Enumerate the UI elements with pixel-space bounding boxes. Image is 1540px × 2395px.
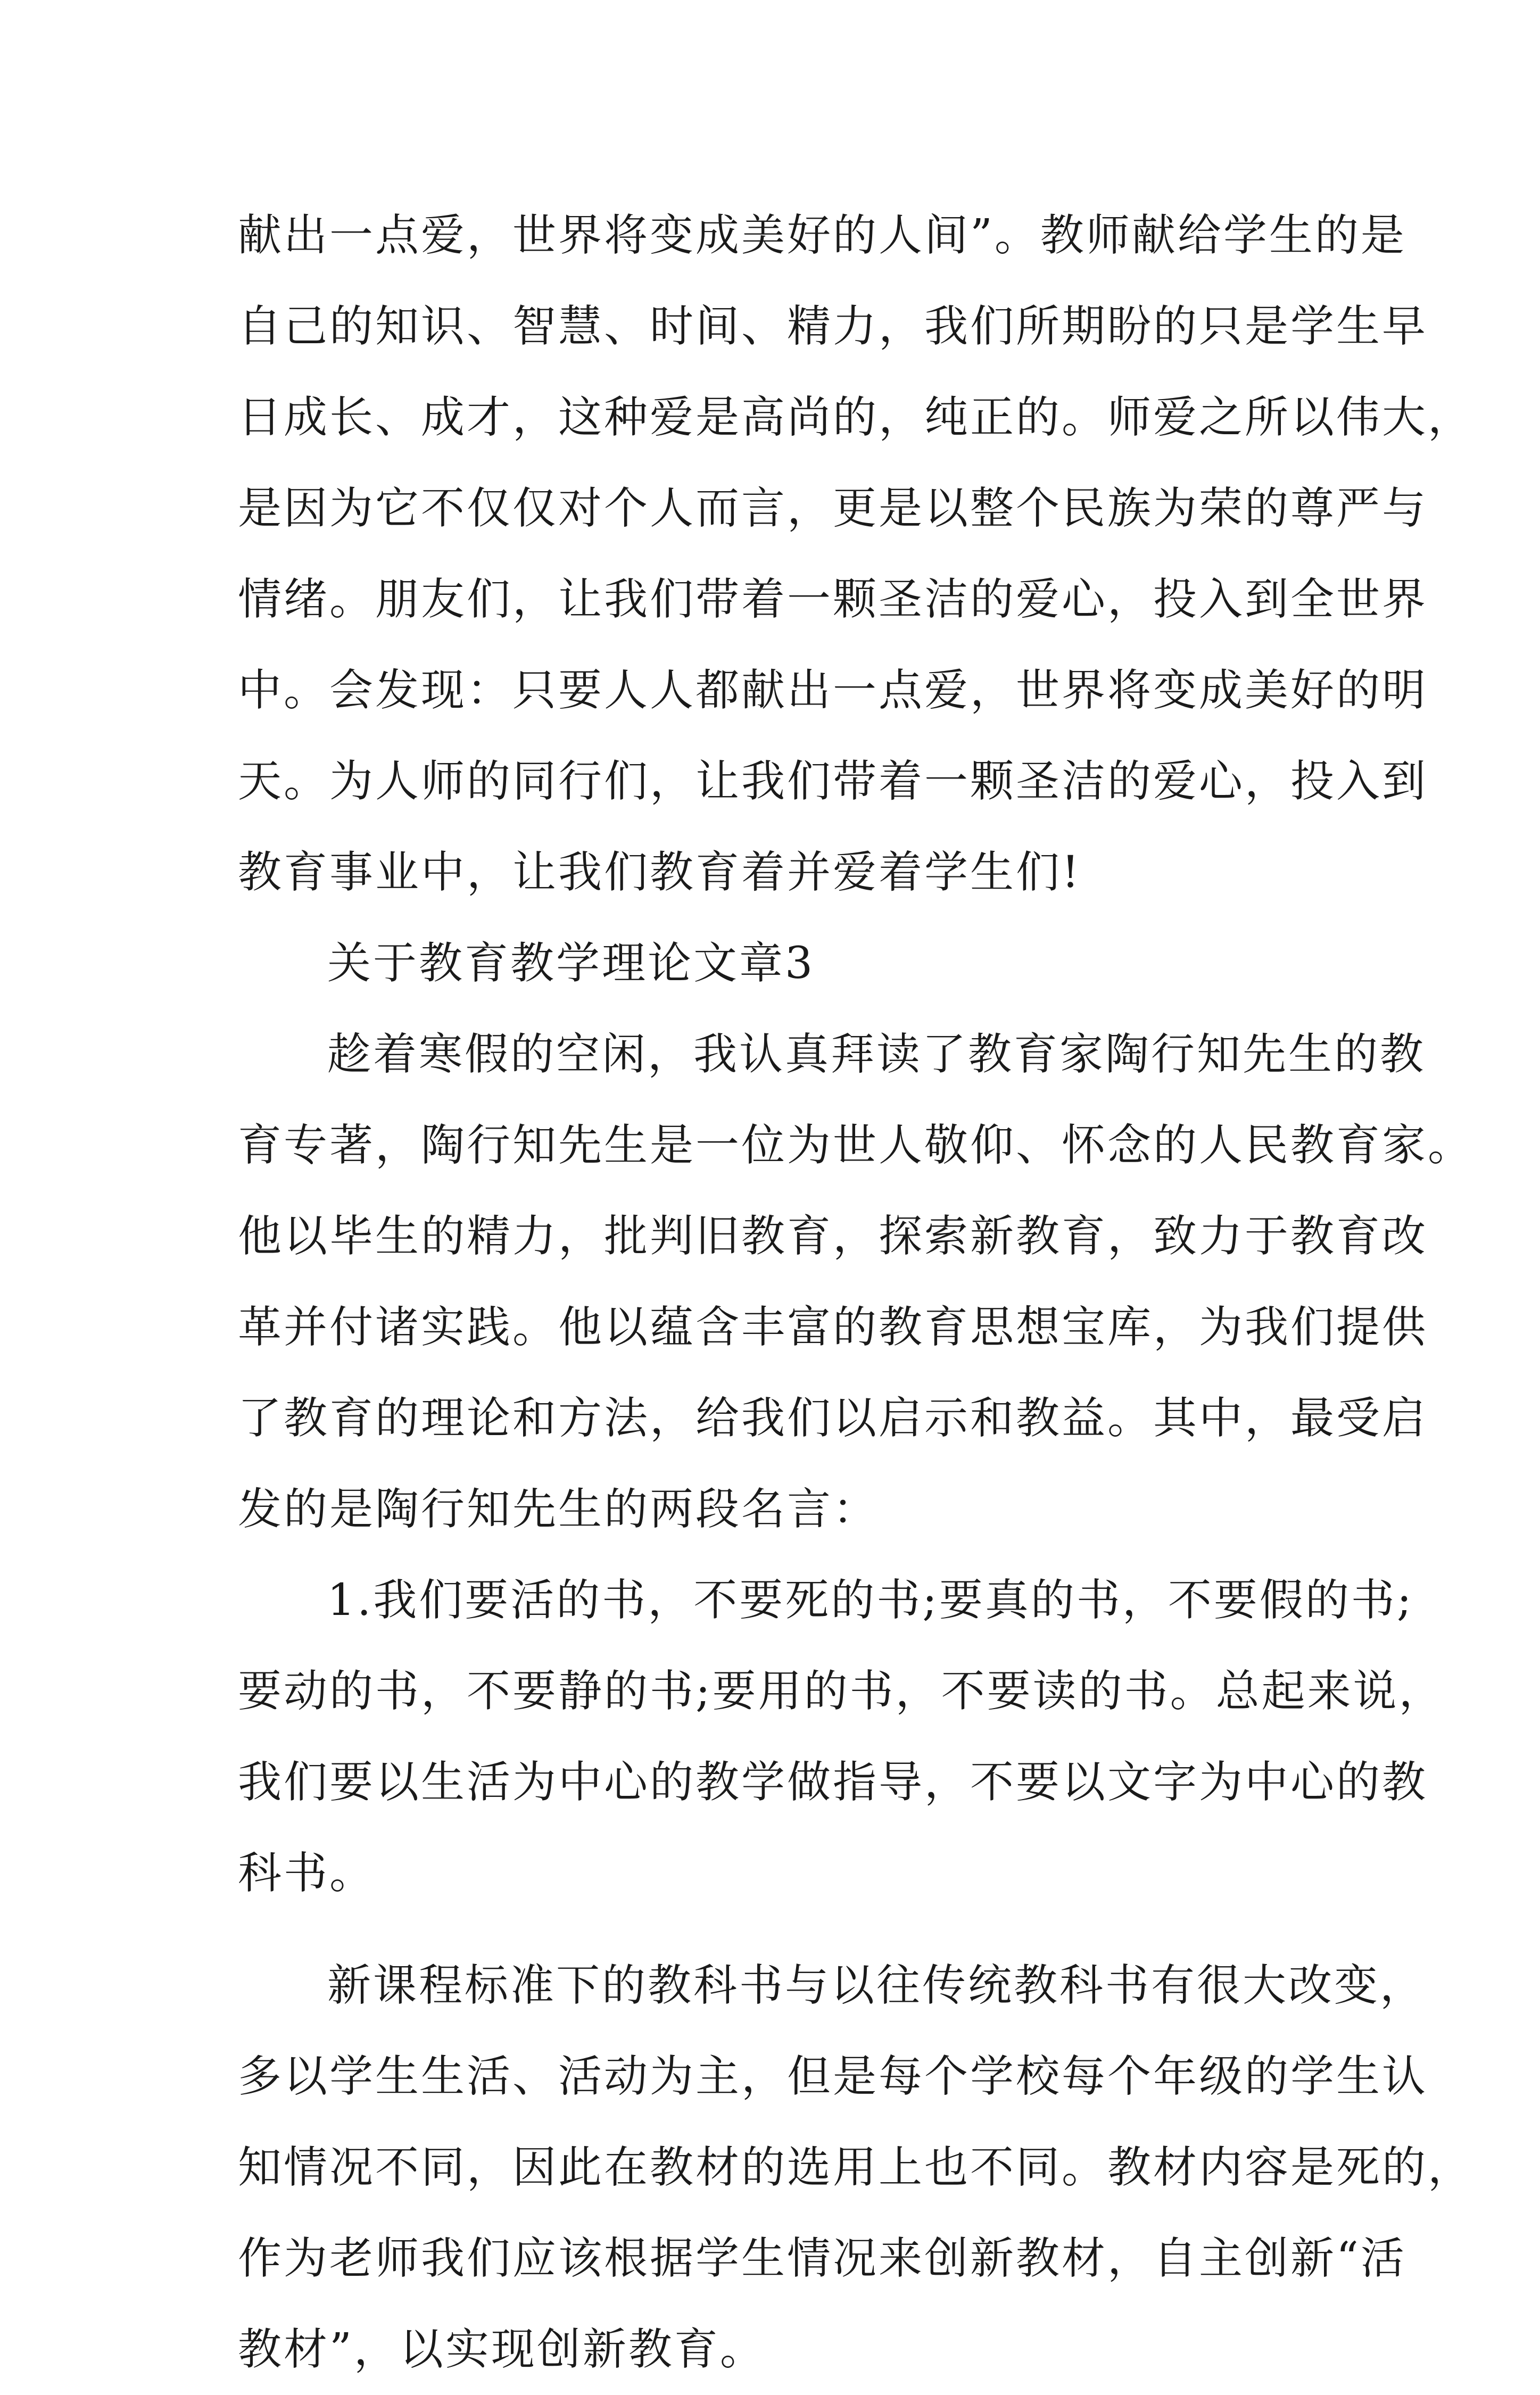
paragraph-3 (238, 1555, 1445, 1919)
text-line: 新课程标准下的教科书与以往传统教科书有很大改变， (327, 1960, 1426, 2011)
text-line: 教材”，以实现创新教育。 (238, 2324, 766, 2375)
text-line: 我们要以生活为中心的教学做指导，不要以文字为中心的教 (238, 1757, 1428, 1808)
text-line: 献出一点爱，世界将变成美好的人间”。教师献给学生的是 (238, 210, 1406, 261)
paragraph-1 (238, 190, 1474, 918)
text-line: 是因为它不仅仅对个人而言，更是以整个民族为荣的尊严与 (238, 483, 1428, 534)
text-line: 情绪。朋友们，让我们带着一颗圣洁的爱心，投入到全世界 (238, 574, 1428, 625)
document-body (238, 190, 1474, 2395)
text-line: 发的是陶行知先生的两段名言： (238, 1484, 879, 1535)
text-line: 了教育的理论和方法，给我们以启示和教益。其中，最受启 (238, 1393, 1428, 1444)
text-line: 自己的知识、智慧、时间、精力，我们所期盼的只是学生早 (238, 301, 1428, 352)
text-line: 天。为人师的同行们，让我们带着一颗圣洁的爱心，投入到 (238, 756, 1428, 807)
text-line: 要动的书，不要静的书;要用的书，不要读的书。总起来说， (238, 1666, 1445, 1717)
text-line: 科书。 (238, 1848, 376, 1899)
text-line: 日成长、成才，这种爱是高尚的，纯正的。师爱之所以伟大， (238, 392, 1474, 443)
paragraph-spacer (238, 1919, 1323, 1940)
text-line: 育专著，陶行知先生是一位为世人敬仰、怀念的人民教育家。 (238, 1120, 1474, 1171)
text-line: 中。会发现：只要人人都献出一点爱，世界将变成美好的明 (238, 665, 1428, 716)
text-line: 趁着寒假的空闲，我认真拜读了教育家陶行知先生的教 (327, 1029, 1426, 1080)
paragraph-4 (238, 1940, 1474, 2395)
paragraph-2 (238, 1009, 1474, 1555)
text-line: 多以学生生活、活动为主，但是每个学校每个年级的学生认 (238, 2051, 1428, 2102)
text-line: 革并付诸实践。他以蕴含丰富的教育思想宝库，为我们提供 (238, 1302, 1428, 1353)
section-title: 关于教育教学理论文章3 (327, 938, 815, 989)
text-line: 他以毕生的精力，批判旧教育，探索新教育，致力于教育改 (238, 1211, 1428, 1262)
text-line: 知情况不同，因此在教材的选用上也不同。教材内容是死的， (238, 2142, 1474, 2193)
text-line: 1.我们要活的书，不要死的书;要真的书，不要假的书; (327, 1575, 1414, 1626)
text-line: 教育事业中，让我们教育着并爱着学生们! (238, 847, 1081, 898)
text-line: 作为老师我们应该根据学生情况来创新教材，自主创新“活 (238, 2233, 1406, 2284)
